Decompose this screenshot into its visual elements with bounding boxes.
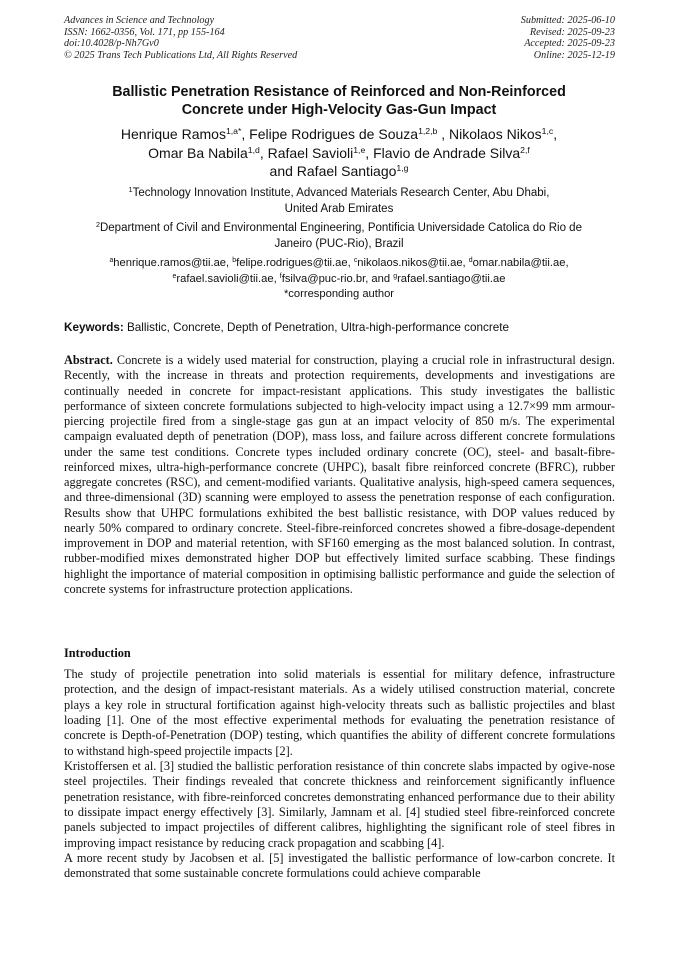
author-sup: 1,a* — [225, 126, 242, 137]
email-list — [60, 256, 618, 303]
author-name: Henrique Ramos — [120, 126, 226, 142]
paragraph: The study of projectile penetration into solid materials is essential for military defence, infrastructure protection, and the design of impact-resistant materials. As a widely utilised construction material, concrete plays a key role in structural fortification against high-velocity threats such as ballistic projectiles and blast loading [1]. One of the most effective experimental methods for evaluating the penetration resistance of concrete is Depth-of-Penetration (DOP) testing, which quantifies the ability of different concrete formulations to withstand high-speed projectile impacts [2]. — [64, 667, 615, 758]
title-line-2: Concrete under High-Velocity Gas-Gun Impact — [181, 102, 497, 118]
affiliation-text: Janeiro (PUC-Rio), Brazil — [274, 237, 404, 250]
issn-line: ISSN: 1662-0356, Vol. 171, pp 155-164 — [64, 26, 225, 38]
online-date: Online: 2025-12-19 — [533, 49, 615, 61]
author-name: Omar Ba Nabila — [148, 144, 248, 161]
title-line-1: Ballistic Penetration Resistance of Reinforced and Non-Reinforced — [112, 84, 566, 100]
email-sup: b — [232, 257, 237, 265]
email-sup: g — [393, 272, 398, 280]
submitted-date: Submitted: 2025-06-10 — [520, 15, 615, 26]
author-sup: 1,d — [247, 144, 260, 155]
introduction-body — [64, 667, 615, 882]
affiliation-1 — [60, 186, 618, 217]
paragraph: A more recent study by Jacobsen et al. [5] investigated the ballistic performance of low-carbon concrete. It demonstrated that some sustainable concrete formulations could achieve comparable — [64, 851, 615, 881]
email-sep: , — [273, 272, 280, 285]
author-sep: , — [553, 126, 558, 142]
email-address: henrique.ramos@tii.ae — [113, 257, 227, 269]
author-sep: , — [241, 126, 250, 142]
author-name: and Rafael Santiago — [269, 163, 397, 179]
affiliation-text: Technology Innovation Institute, Advanced Materials Research Center, Abu Dhabi, — [132, 187, 550, 199]
email-address: omar.nabila@tii.ae — [472, 257, 566, 269]
email-sep: , — [347, 257, 354, 269]
email-sup: a — [109, 257, 114, 265]
email-sep: , — [565, 257, 569, 269]
email-line-2 — [60, 272, 618, 288]
revised-date: Revised: 2025-09-23 — [529, 26, 615, 38]
email-sep: , and — [365, 272, 394, 285]
keywords — [64, 321, 616, 334]
email-address: rafael.savioli@tii.ae — [176, 272, 274, 285]
email-sup: d — [468, 257, 473, 265]
author-sep: , — [365, 144, 374, 161]
dates-header — [521, 15, 615, 61]
email-sup: e — [172, 272, 177, 280]
affiliation-2 — [60, 221, 618, 252]
author-sep: , — [437, 126, 450, 142]
keywords-text: Ballistic, Concrete, Depth of Penetration, Ultra-high-performance concrete — [123, 321, 509, 334]
author-name: Felipe Rodrigues de Souza — [249, 126, 419, 142]
keywords-label: Keywords: — [64, 321, 124, 334]
email-sup: c — [353, 257, 358, 265]
corresponding-author: *corresponding author — [283, 288, 395, 301]
abstract — [64, 353, 615, 597]
author-name: Rafael Savioli — [267, 144, 354, 161]
email-line-1 — [60, 256, 618, 272]
paragraph: Kristoffersen et al. [3] studied the ballistic perforation resistance of thin concrete slabs impacted by ogive-nose steel projectiles. Their findings revealed that concrete thickness and reinforcement significantly influence penetration resistance, with fibre-reinforced concretes demonstrating enhanced performance due to their ability to dissipate impact energy effectively [3]. Similarly, Jamnam et al. [4] studied steel fibre-reinforced concrete panels subjected to impact projectiles of different calibres, highlighting the significant role of steel fibres in improving impact resistance by reducing crack propagation and scabbing [4]. — [64, 759, 615, 850]
journal-header — [64, 15, 297, 61]
paper-title — [50, 83, 628, 119]
abstract-text: Concrete is a widely used material for construction, playing a crucial role in infrastructural design. Recently, with the increase in threats and protection requirements, developments and investigations are continually needed in concrete for impact-resistant applications. This study investigates the ballistic performance of sixteen concrete formulations subjected to high-velocity impact using a 12.7×99 mm armour-piercing projectile fired from a single-stage gas gun at an impact velocity of 850 m/s. The experimental campaign evaluated depth of penetration (DOP), mass loss, and failure across different concrete formulations under the same test conditions. Concrete types included ordinary concrete (OC), steel- and basalt-fibre-reinforced mixes, ultra-high-performance concrete (UHPC), basalt fibre reinforced concrete (BFRC), rubber aggregate concretes (RSC), and cement-modified variants. Qualitative analysis, high-speed camera sequences, and three-dimensional (3D) scanning were employed to assess the penetration response of each configuration. Results show that UHPC formulations exhibited the best ballistic resistance, with DOP values reduced by nearly 50% compared to ordinary concrete. Steel-fibre-reinforced concretes showed a fibre-dosage-dependent improvement in DOP and material retention, with SF160 emerging as the most balanced solution. In contrast, rubber-modified mixes demonstrated higher DOP but effectively limited surface scabbing. These findings highlight the importance of material composition in optimising ballistic performance and guide the selection of concrete systems for infrastructure protection applications. — [64, 353, 615, 596]
copyright: © 2025 Trans Tech Publications Ltd, All Rights Reserved — [64, 49, 298, 61]
author-sup: 1,g — [396, 163, 409, 174]
author-line-1 — [50, 125, 628, 144]
affiliation-number: 1 — [128, 186, 133, 195]
author-name: Flavio de Andrade Silva — [373, 144, 521, 161]
author-sup: 1,c — [541, 126, 554, 137]
affiliation-text: Department of Civil and Environmental Engineering, Pontificia Universidade Catolica do Rio de — [99, 222, 582, 234]
email-address: rafael.santiago@tii.ae — [397, 272, 506, 285]
author-sup: 2,f — [520, 144, 530, 155]
author-line-2 — [50, 144, 628, 163]
doi: doi:10.4028/p-Nh7Gv0 — [64, 38, 159, 50]
email-address: nikolaos.nikos@tii.ae — [357, 257, 463, 269]
author-line-3 — [50, 162, 628, 181]
author-name: Nikolaos Nikos — [449, 126, 542, 142]
author-list — [50, 125, 628, 181]
affiliation-number: 2 — [96, 221, 100, 230]
abstract-label: Abstract. — [64, 353, 113, 367]
author-sup: 1,2,b — [418, 126, 438, 137]
accepted-date: Accepted: 2025-09-23 — [524, 38, 615, 50]
section-heading-introduction: Introduction — [64, 646, 131, 660]
author-sep: , — [259, 144, 268, 161]
email-sup: f — [279, 272, 282, 280]
email-sep: , — [226, 257, 233, 269]
affiliation-text: United Arab Emirates — [284, 202, 394, 215]
author-sup: 1,e — [353, 144, 366, 155]
email-address: felipe.rodrigues@tii.ae — [236, 257, 348, 269]
email-address: fsilva@puc-rio.br — [281, 272, 366, 285]
journal-name: Advances in Science and Technology — [64, 15, 215, 26]
email-sep: , — [462, 257, 469, 269]
